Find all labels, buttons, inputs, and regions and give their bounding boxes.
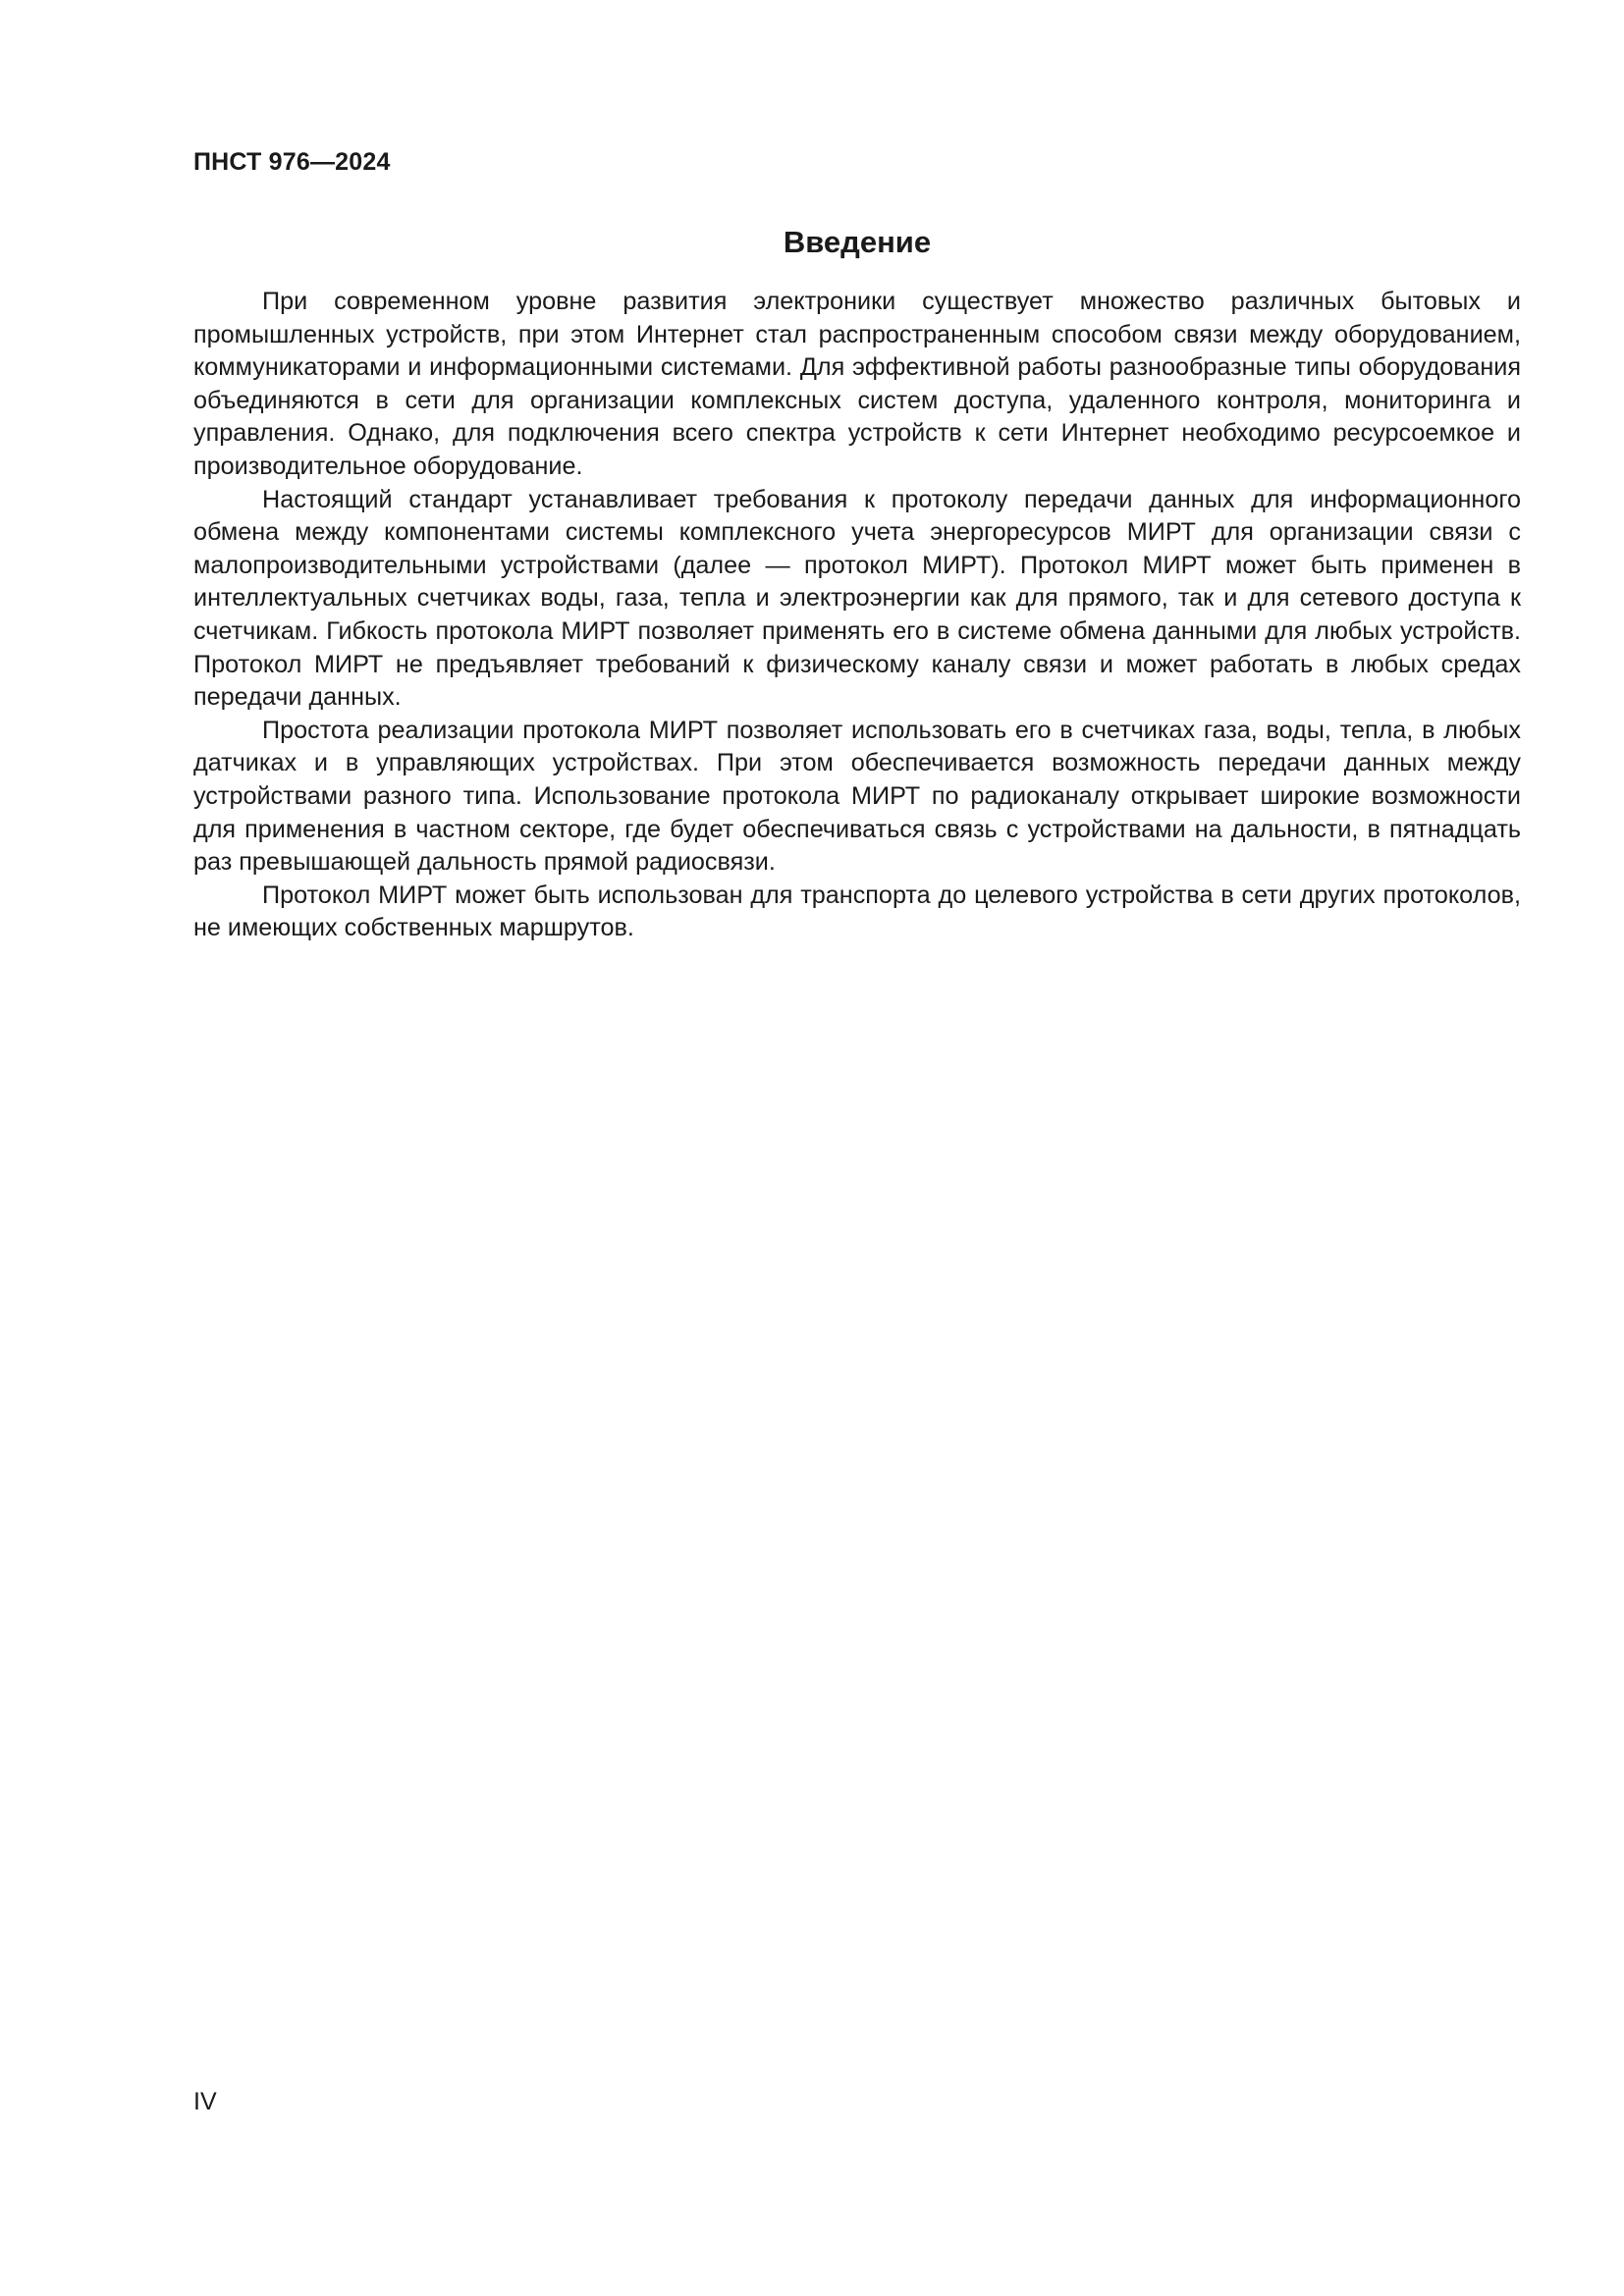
paragraph: При современном уровне развития электроники существует множество различных бытовых и промышленных устройств, при этом Интернет стал распространенным способом связи между оборудованием, коммуникаторами и информационными системами. Для эффективной работы разнообразные типы оборудования объединяются в сети для организации комплексных систем доступа, удаленного контроля, мониторинга и управления. Однако, для подключения всего спектра устройств к сети Интернет необходимо ресурсоемкое и производительное оборудование. xyxy=(193,288,1521,480)
document-code: ПНСТ 976—2024 xyxy=(193,148,391,176)
page-number: IV xyxy=(193,2088,217,2115)
section-title: Введение xyxy=(783,225,932,259)
paragraph: Протокол МИРТ может быть использован для транспорта до целевого устройства в сети других протоколов, не имеющих собственных маршрутов. xyxy=(193,881,1521,942)
paragraph: Простота реализации протокола МИРТ позволяет использовать его в счетчиках газа, воды, тепла, в любых датчиках и в управляющих устройствах. При этом обеспечивается возможность передачи данных между устройствами разного типа. Использование протокола МИРТ по радиоканалу открывает широкие возможности для применения в частном секторе, где будет обеспечиваться связь с устройствами на дальности, в пятнадцать раз превышающей дальность прямой радиосвязи. xyxy=(193,716,1521,877)
introduction-body xyxy=(193,286,1521,945)
paragraph: Настоящий стандарт устанавливает требования к протоколу передачи данных для информационного обмена между компонентами системы комплексного учета энергоресурсов МИРТ для организации связи с малопроизводительными устройствами (далее — протокол МИРТ). Протокол МИРТ может быть применен в интеллектуальных счетчиках воды, газа, тепла и электроэнергии как для прямого, так и для сетевого доступа к счетчикам. Гибкость протокола МИРТ позволяет применять его в системе обмена данными для любых устройств. Протокол МИРТ не предъявляет требований к физическому каналу связи и может работать в любых средах передачи данных. xyxy=(193,485,1521,712)
